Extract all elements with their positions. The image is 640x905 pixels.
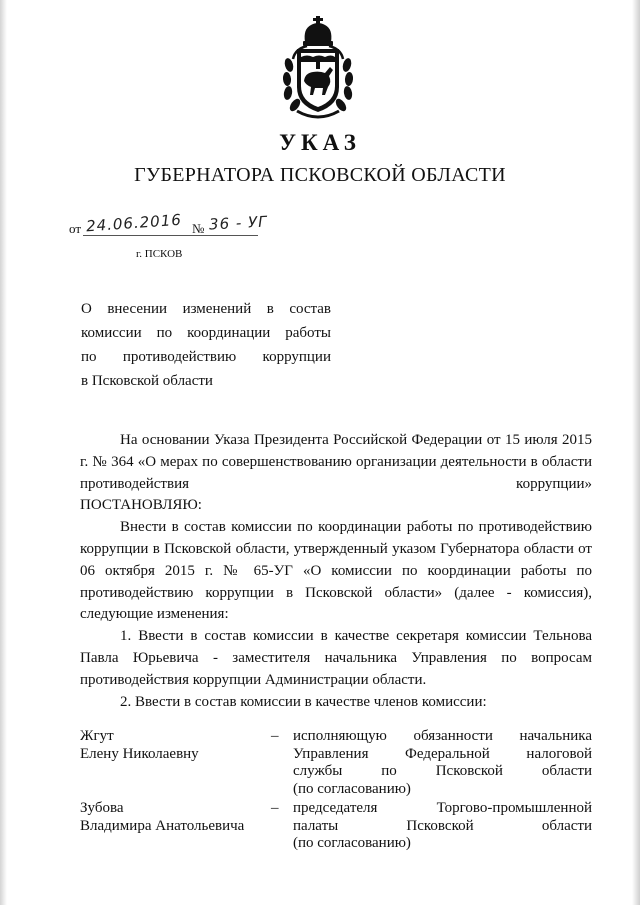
document-issuer: ГУБЕРНАТОРА ПСКОВСКОЙ ОБЛАСТИ	[134, 164, 506, 186]
position-line: службы по Псковской области	[293, 763, 592, 779]
main-paragraph: Внести в состав комиссии по координации работы по противодействию коррупции в Псковской области, утвержденный указом Губернатора области от 06 октября 2015 г. № 65-УГ «О комиссии по координации работы по противодействию коррупции в Псковской области» (далее - комиссия), следующие изменения:	[80, 519, 592, 623]
members-list	[80, 728, 592, 853]
member-surname: Жгут	[80, 728, 114, 744]
member-position	[293, 728, 592, 798]
date-prefix: от	[69, 221, 82, 236]
position-note: (по согласованию)	[293, 835, 411, 851]
member-row	[80, 800, 592, 853]
date-number-line	[69, 210, 269, 239]
item-2-paragraph: 2. Ввести в состав комиссии в качестве членов комиссии:	[120, 693, 487, 710]
decree-word: ПОСТАНОВЛЯЮ:	[80, 497, 202, 514]
subject-line: по противодействию коррупции	[81, 349, 331, 365]
subject-line: комиссии по координации работы	[81, 325, 331, 341]
position-note: (по согласованию)	[293, 780, 411, 797]
item-1-paragraph: 1. Ввести в состав комиссии в качестве секретаря комиссии Тельнова Павла Юрьевича - заместителя начальника Управления по вопросам противодействия коррупции Администрации области.	[80, 628, 592, 688]
member-name	[80, 800, 260, 835]
handwritten-number: 36 - УГ	[208, 212, 268, 234]
member-row	[80, 728, 592, 798]
position-line: Управления Федеральной налоговой	[293, 745, 592, 762]
member-name	[80, 728, 260, 763]
member-dash: –	[271, 728, 279, 744]
member-surname: Зубова	[80, 800, 124, 816]
document-subject	[81, 297, 331, 393]
member-position	[293, 800, 592, 853]
member-dash: –	[271, 800, 279, 816]
document-body	[80, 430, 592, 713]
subject-line: О внесении изменений в состав	[81, 301, 331, 317]
date-underline	[83, 235, 258, 236]
handwritten-date: 24.06.2016	[85, 210, 183, 236]
position-line: исполняющую обязанности начальника	[293, 728, 592, 744]
document-title: УКАЗ	[279, 130, 361, 155]
subject-line: в Псковской области	[81, 373, 213, 389]
position-line: председателя Торгово-промышленной	[293, 800, 592, 816]
member-given-names: Владимира Анатольевича	[80, 817, 245, 834]
position-line: палаты Псковской области	[293, 817, 592, 834]
member-given-names: Елену Николаевну	[80, 745, 199, 762]
preamble-paragraph: На основании Указа Президента Российской Федерации от 15 июля 2015 г. № 364 «О мерах по совершенствованию организации деятельности в области противодействия коррупции»	[80, 432, 592, 492]
city-label: г. ПСКОВ	[136, 248, 183, 260]
number-prefix: №	[192, 221, 205, 236]
pskov-coat-of-arms-icon	[283, 15, 353, 120]
